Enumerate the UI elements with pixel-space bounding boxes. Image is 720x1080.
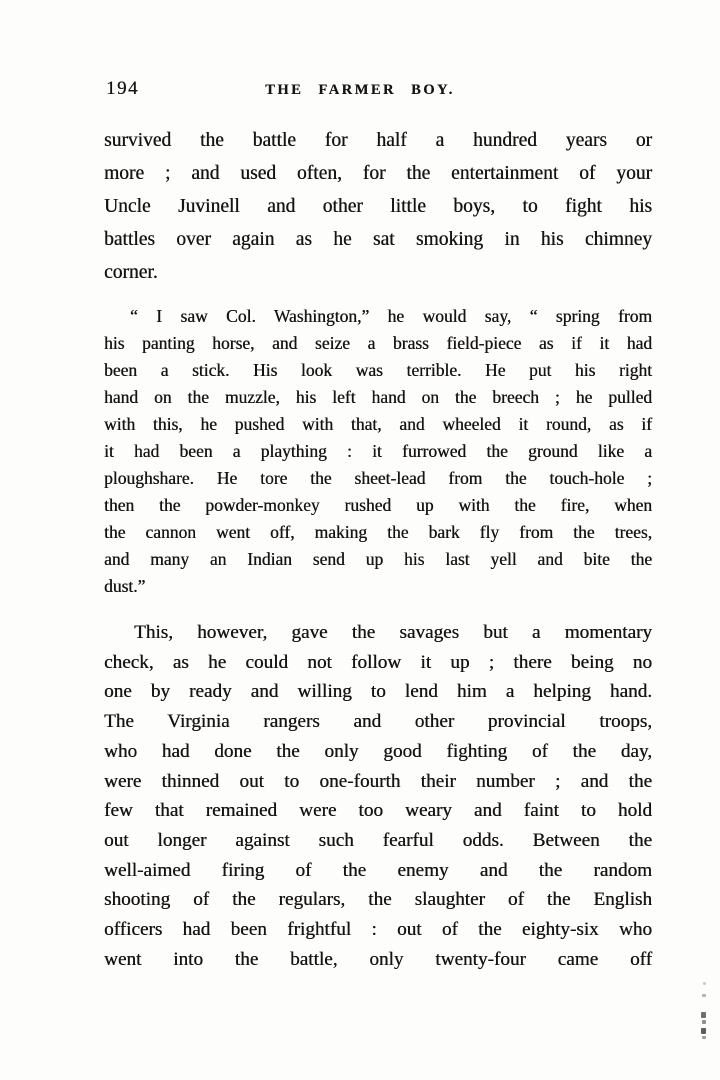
text-line: were thinned out to one-fourth their number ; and the [104, 770, 652, 792]
text-line: with this, he pushed with that, and wheeled it round, as if [104, 414, 652, 434]
scan-artifact [702, 1036, 706, 1039]
text-line: out longer against such fearful odds. Between the [104, 829, 652, 851]
page-header [104, 78, 652, 104]
text-line: it had been a plaything : it furrowed the ground like a [104, 441, 652, 461]
text-line: ploughshare. He tore the sheet-lead from the touch-hole ; [104, 468, 652, 488]
text-line: few that remained were too weary and faint to hold [104, 800, 652, 822]
text-line: The Virginia rangers and other provincial troops, [104, 711, 652, 733]
scan-artifact [702, 994, 706, 997]
text-line: his panting horse, and seize a brass field-piece as if it had [104, 333, 652, 353]
text-line: “ I saw Col. Washington,” he would say, “ spring from [130, 306, 652, 326]
text-line: check, as he could not follow it up ; there being no [104, 651, 652, 673]
scan-artifact [701, 1012, 706, 1018]
text-line: officers had been frightful : out of the eighty-six who [104, 919, 652, 941]
scan-artifact [701, 1028, 706, 1034]
text-line: corner. [104, 262, 158, 283]
text-line: battles over again as he sat smoking in his chimney [104, 229, 652, 250]
page-number: 194 [106, 78, 139, 99]
text-line: This, however, gave the savages but a momentary [134, 622, 652, 643]
text-line: who had done the only good fighting of the day, [104, 740, 652, 762]
running-title: THE FARMER BOY. [265, 82, 455, 98]
text-line: well-aimed firing of the enemy and the random [104, 859, 652, 881]
paragraph [104, 618, 652, 974]
text-line: survived the battle for half a hundred years or [104, 130, 652, 151]
paragraph [104, 124, 652, 289]
text-line: the cannon went off, making the bark fly from the trees, [104, 522, 652, 542]
text-line: been a stick. His look was terrible. He put his right [104, 360, 652, 380]
text-line: and many an Indian send up his last yell and bite the [104, 549, 652, 569]
text-line: then the powder-monkey rushed up with the fire, when [104, 495, 652, 515]
text-line: more ; and used often, for the entertainment of your [104, 163, 652, 184]
text-line: shooting of the regulars, the slaughter of the English [104, 889, 652, 911]
text-line: hand on the muzzle, his left hand on the breech ; he pulled [104, 387, 652, 407]
scan-artifact [703, 982, 706, 985]
paragraph [104, 303, 652, 600]
text-block [104, 124, 652, 974]
text-line: one by ready and willing to lend him a helping hand. [104, 681, 652, 703]
text-line: dust.” [104, 576, 146, 596]
scan-artifact [702, 1020, 706, 1024]
text-line: Uncle Juvinell and other little boys, to fight his [104, 196, 652, 217]
text-line: went into the battle, only twenty-four came off [104, 948, 652, 970]
